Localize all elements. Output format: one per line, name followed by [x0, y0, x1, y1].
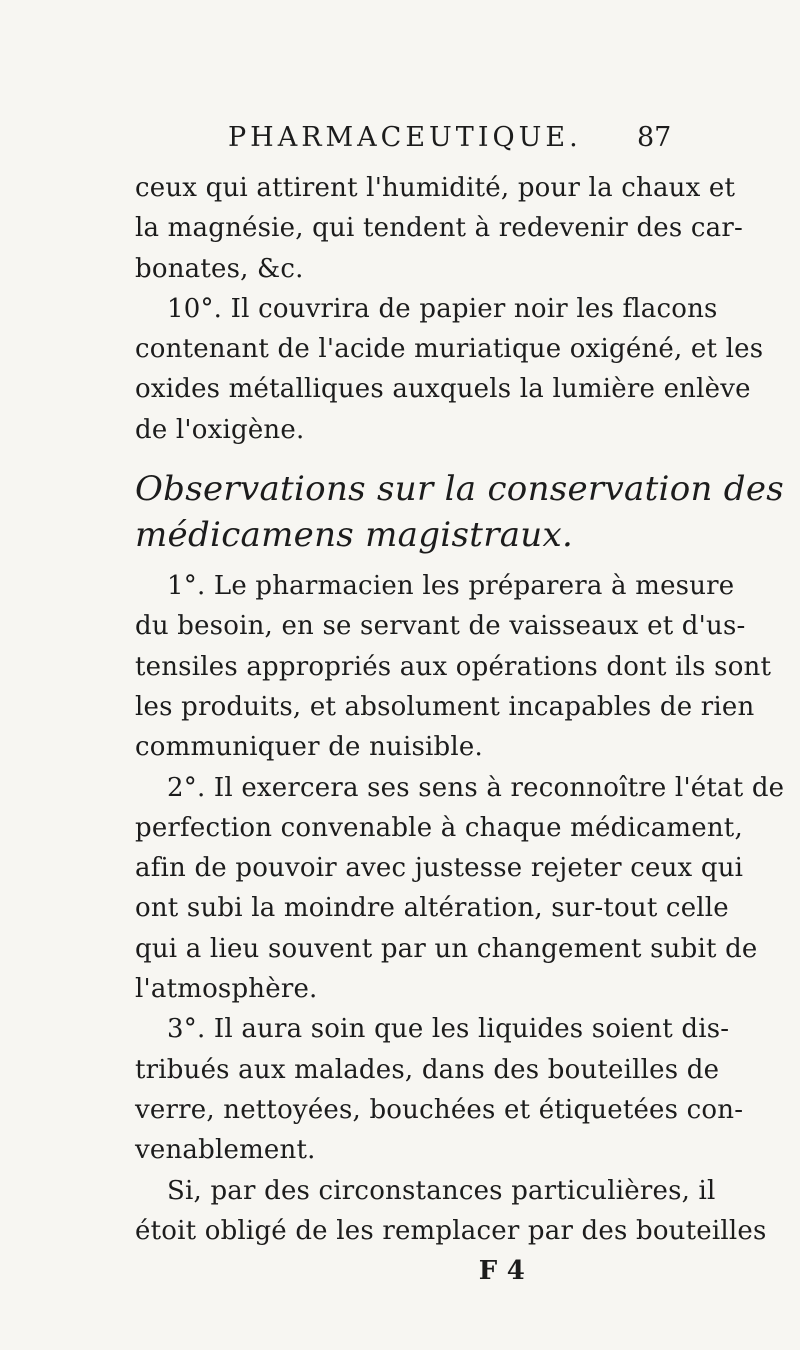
page-header: [0, 118, 800, 158]
text-line: Si, par des circonstances particulières, il: [167, 1175, 716, 1206]
text-line: ont subi la moindre altération, sur-tout celle: [135, 893, 729, 924]
text-line: oxides métalliques auxquels la lumière enlève: [135, 374, 751, 405]
text-line: communiquer de nuisible.: [135, 732, 483, 763]
text-line: du besoin, en se servant de vaisseaux et d'us-: [135, 611, 746, 642]
text-line: la magnésie, qui tendent à redevenir des car-: [135, 213, 743, 244]
body-text: [135, 168, 785, 1291]
text-line: les produits, et absolument incapables de rien: [135, 691, 755, 722]
text-line: 3°. Il aura soin que les liquides soient dis-: [167, 1014, 730, 1045]
continuation-paragraph: [135, 168, 743, 289]
paragraph-item-1: [135, 566, 772, 767]
text-line: 1°. Le pharmacien les préparera à mesure: [167, 571, 735, 602]
text-line: tensiles appropriés aux opérations dont ils sont: [135, 651, 772, 682]
text-line: venablement.: [135, 1135, 316, 1166]
text-line: tribués aux malades, dans des bouteilles de: [135, 1054, 720, 1085]
running-title: PHARMACEUTIQUE.: [228, 122, 582, 153]
page-number: 87: [637, 122, 672, 153]
paragraph-item-2: [135, 768, 785, 1010]
text-line: étoit obligé de les remplacer par des bouteilles: [135, 1215, 767, 1246]
text-line: perfection convenable à chaque médicament,: [135, 812, 743, 843]
text-line: verre, nettoyées, bouchées et étiquetées con-: [135, 1094, 744, 1125]
text-line: ceux qui attirent l'humidité, pour la chaux et: [135, 173, 736, 203]
text-line: afin de pouvoir avec justesse rejeter ceux qui: [135, 853, 744, 884]
paragraph-item-3: [135, 1009, 744, 1170]
text-line: bonates, &c.: [135, 253, 304, 284]
heading-line: médicamens magistraux.: [135, 515, 574, 556]
paragraph-si: [135, 1171, 767, 1252]
text-line: de l'oxigène.: [135, 414, 305, 445]
section-heading: [135, 466, 785, 558]
text-line: contenant de l'acide muriatique oxigéné, et les: [135, 334, 764, 365]
heading-line: Observations sur la conservation des: [135, 469, 785, 510]
text-line: 10°. Il couvrira de papier noir les flacons: [167, 293, 718, 324]
text-line: 2°. Il exercera ses sens à reconnoître l'état de: [167, 772, 785, 803]
text-line: qui a lieu souvent par un changement subit de: [135, 933, 758, 964]
paragraph-item-10: [135, 289, 764, 450]
text-line: l'atmosphère.: [135, 974, 318, 1005]
signature-mark: F 4: [478, 1256, 525, 1287]
